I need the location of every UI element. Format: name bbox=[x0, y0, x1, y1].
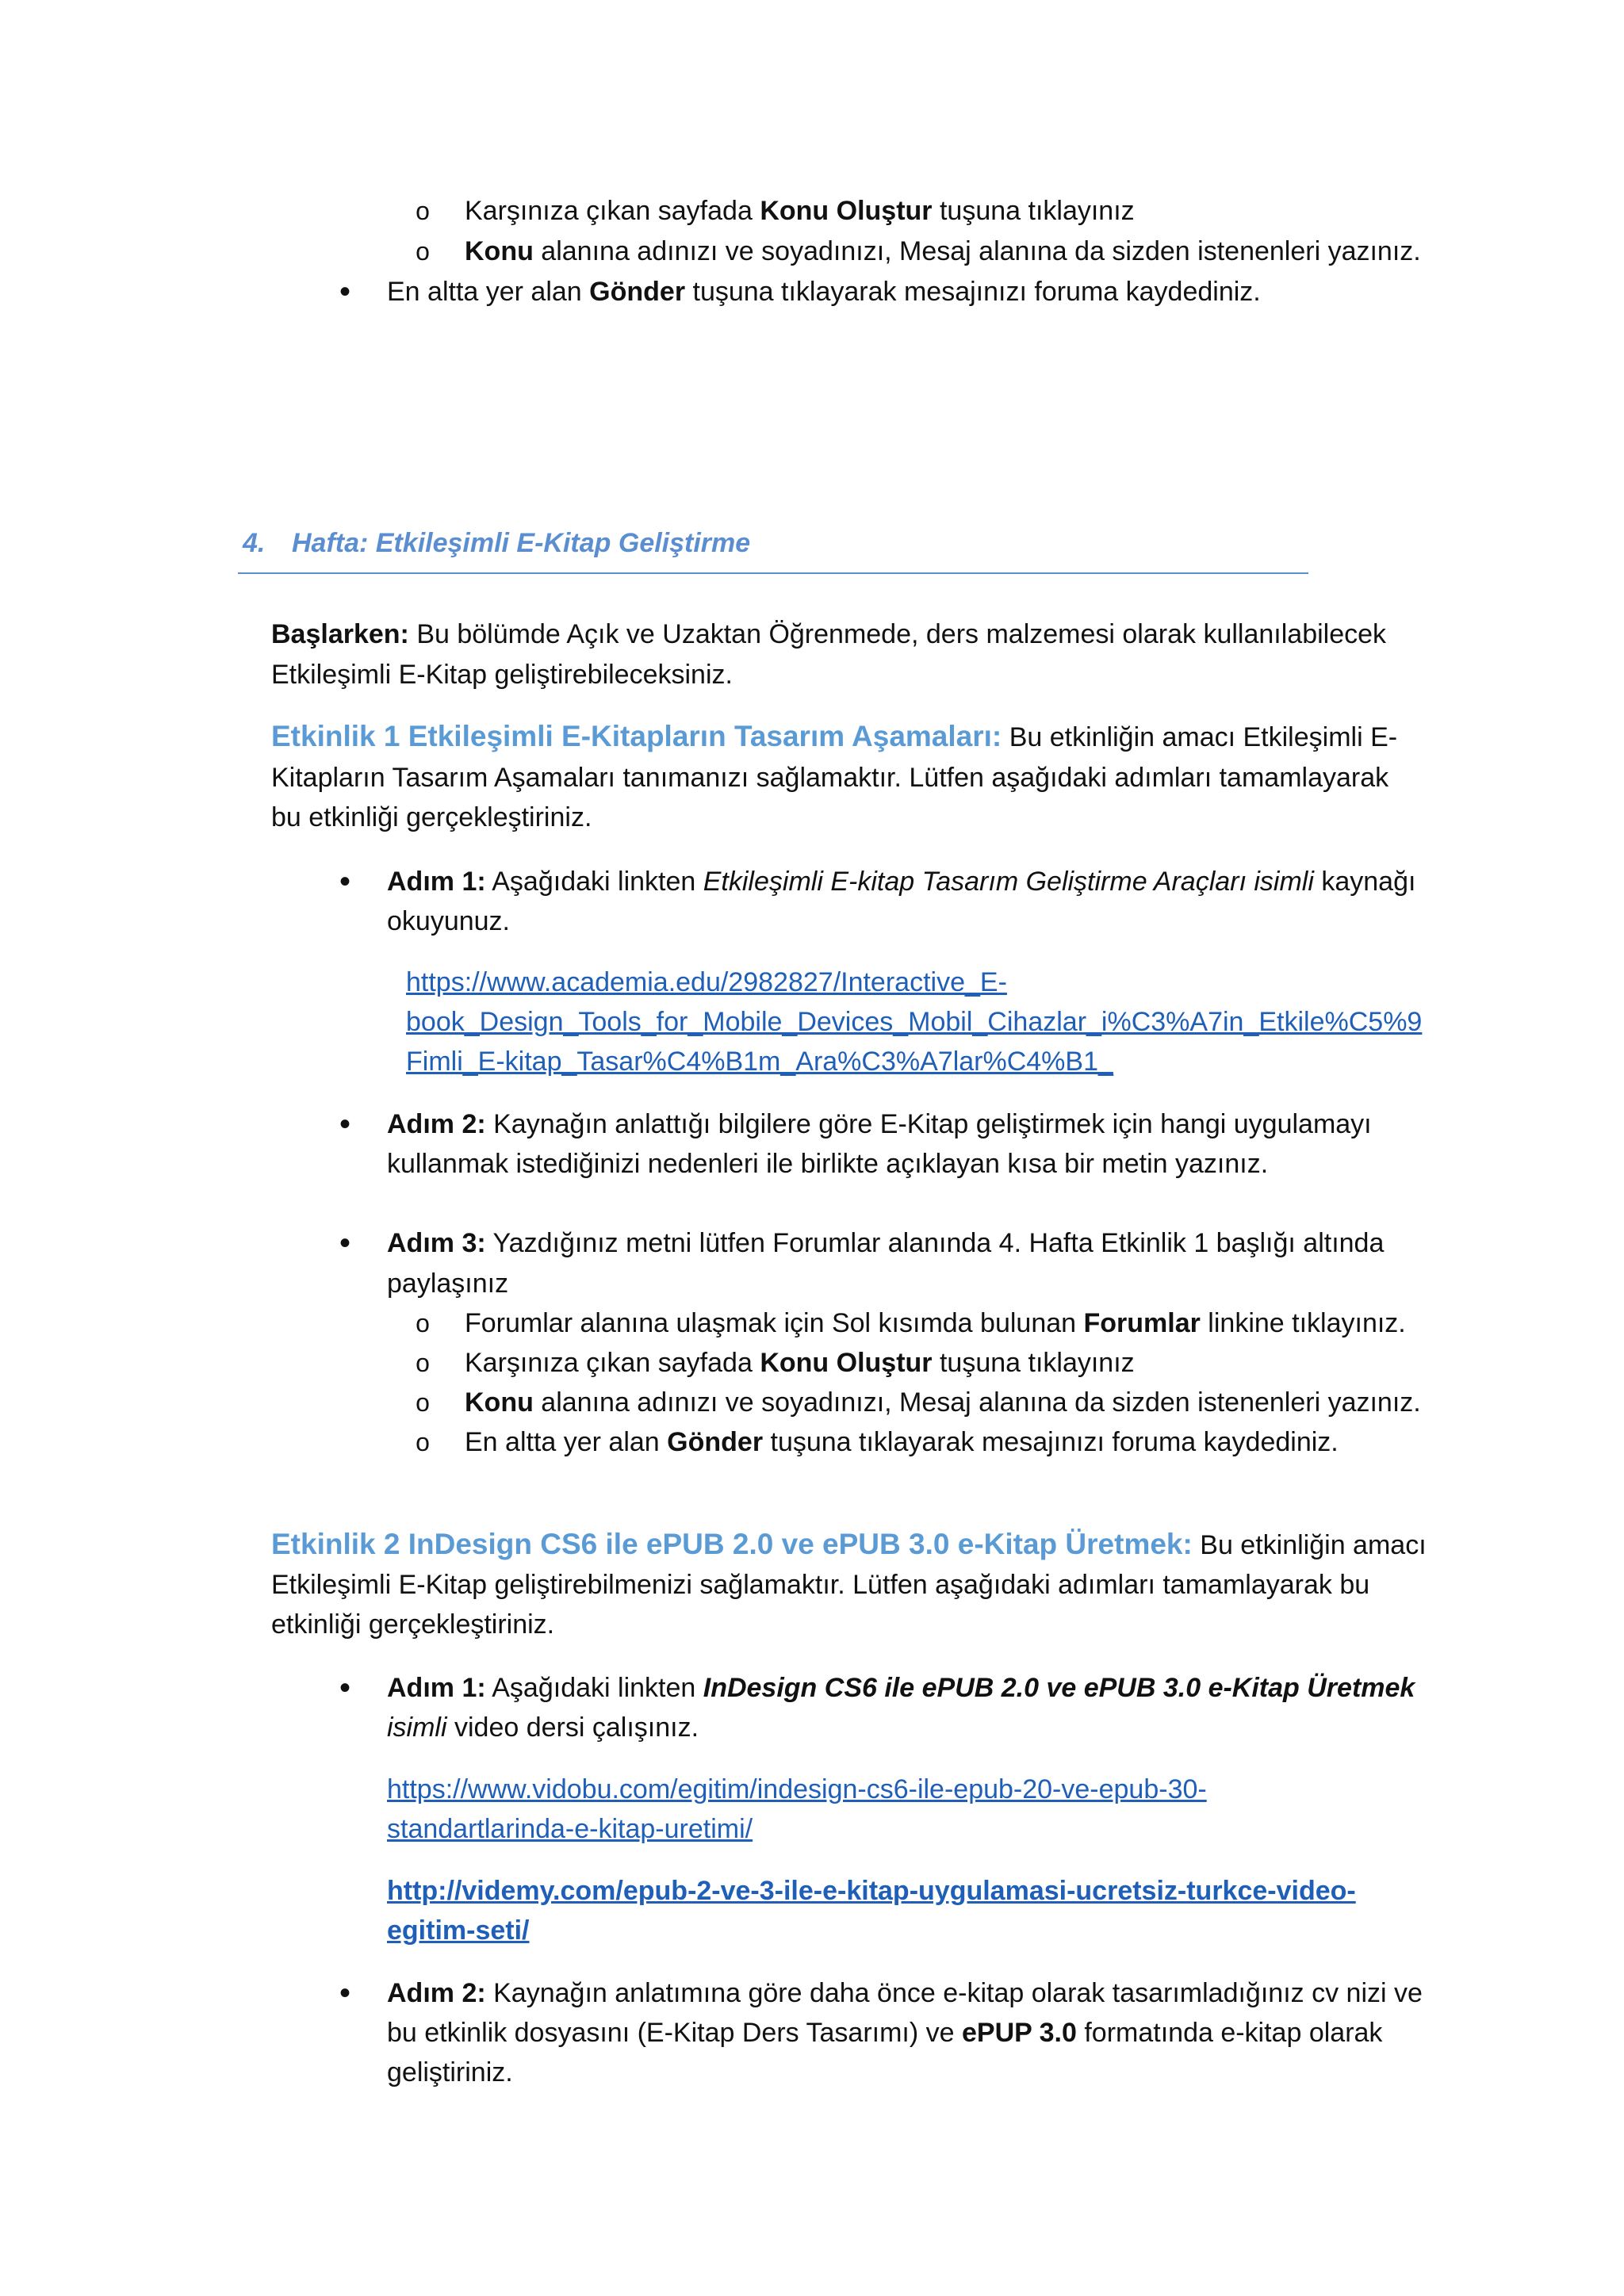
bullet bbox=[333, 1104, 357, 1146]
sub-bullet bbox=[411, 1343, 435, 1383]
sub-bullet bbox=[411, 191, 435, 231]
bullet bbox=[333, 1973, 357, 2015]
sub-bullet bbox=[411, 1303, 435, 1343]
activity1-step1: Adım 1: Aşağıdaki linkten Etkileşimli E-kitap Tasarım Geliştirme Araçları isimli kaynağı bbox=[387, 867, 1416, 897]
intro-line: Başlarken: Bu bölümde Açık ve Uzaktan Öğrenmede, ders malzemesi olarak kullanılabilecek bbox=[271, 619, 1387, 649]
activity1-text: bu etkinliği gerçekleştiriniz. bbox=[271, 802, 592, 832]
bullet bbox=[333, 1668, 357, 1709]
activity1-sub: Konu alanına adınızı ve soyadınızı, Mesaj alanına da sizden istenenleri yazınız. bbox=[465, 1387, 1421, 1418]
activity1-text: Kitapların Tasarım Aşamaları tanımanızı sağlamaktır. Lütfen aşağıdaki adımları tamamlayarak bbox=[271, 763, 1389, 793]
activity2-step1: Adım 1: Aşağıdaki linkten InDesign CS6 ile ePUB 2.0 ve ePUB 3.0 e-Kitap Üretmek bbox=[387, 1673, 1415, 1703]
academia-link[interactable]: Fimli_E-kitap_Tasar%C4%B1m_Ara%C3%A7lar%C4%B1_ bbox=[406, 1047, 1113, 1077]
activity1-step2: kullanmak istediğinizi nedenleri ile birlikte açıklayan kısa bir metin yazınız. bbox=[387, 1149, 1269, 1179]
activity1-step1: okuyunuz. bbox=[387, 906, 510, 936]
activity1-sub: Karşınıza çıkan sayfada Konu Oluştur tuşuna tıklayınız bbox=[465, 1348, 1135, 1378]
academia-link[interactable]: https://www.academia.edu/2982827/Interactive_E- bbox=[406, 967, 1007, 997]
activity1-step3: paylaşınız bbox=[387, 1269, 509, 1299]
activity2-step2: Adım 2: Kaynağın anlatımına göre daha önce e-kitap olarak tasarımladığınız cv nizi ve bbox=[387, 1978, 1423, 2008]
activity1-sub: En altta yer alan Gönder tuşuna tıklayarak mesajınızı foruma kaydediniz. bbox=[465, 1427, 1339, 1457]
videmy-link[interactable]: http://videmy.com/epub-2-ve-3-ile-e-kitap-uygulamasi-ucretsiz-turkce-video- bbox=[387, 1876, 1356, 1906]
bullet bbox=[333, 1223, 357, 1265]
heading-rule bbox=[238, 572, 1308, 574]
activity2-title-line: Etkinlik 2 InDesign CS6 ile ePUB 2.0 ve ePUB 3.0 e-Kitap Üretmek: Bu etkinliğin amacı bbox=[271, 1528, 1427, 1560]
sub-bullet bbox=[411, 1422, 435, 1462]
activity1-title-line: Etkinlik 1 Etkileşimli E-Kitapların Tasarım Aşamaları: Bu etkinliğin amacı Etkileşimli E- bbox=[271, 720, 1398, 752]
vidobu-link[interactable]: https://www.vidobu.com/egitim/indesign-cs6-ile-epub-20-ve-epub-30- bbox=[387, 1774, 1207, 1804]
activity2-text: Etkileşimli E-Kitap geliştirebilmenizi sağlamaktır. Lütfen aşağıdaki adımları tamamlayarak bu bbox=[271, 1570, 1370, 1600]
videmy-link[interactable]: egitim-seti/ bbox=[387, 1915, 530, 1946]
section-heading: 4. Hafta: Etkileşimli E-Kitap Geliştirme bbox=[243, 528, 751, 558]
sub-bullet bbox=[411, 1383, 435, 1422]
activity2-step1: isimli video dersi çalışınız. bbox=[387, 1712, 699, 1743]
top-list-item: En altta yer alan Gönder tuşuna tıklayarak mesajınızı foruma kaydediniz. bbox=[387, 277, 1261, 307]
activity2-step2: geliştiriniz. bbox=[387, 2057, 513, 2087]
activity1-sub: Forumlar alanına ulaşmak için Sol kısımda bulunan Forumlar linkine tıklayınız. bbox=[465, 1308, 1406, 1338]
bullet bbox=[333, 272, 357, 313]
sub-bullet bbox=[411, 232, 435, 271]
top-list-item: Karşınıza çıkan sayfada Konu Oluştur tuşuna tıklayınız bbox=[465, 196, 1135, 226]
activity1-step2: Adım 2: Kaynağın anlattığı bilgilere göre E-Kitap geliştirmek için hangi uygulamayı bbox=[387, 1109, 1372, 1139]
vidobu-link[interactable]: standartlarinda-e-kitap-uretimi/ bbox=[387, 1814, 753, 1844]
bullet bbox=[333, 862, 357, 903]
activity2-step2: bu etkinlik dosyasını (E-Kitap Ders Tasarımı) ve ePUP 3.0 formatında e-kitap olarak bbox=[387, 2018, 1383, 2048]
intro-line: Etkileşimli E-Kitap geliştirebileceksiniz. bbox=[271, 660, 733, 690]
academia-link[interactable]: book_Design_Tools_for_Mobile_Devices_Mobil_Cihazlar_i%C3%A7in_Etkile%C5%9 bbox=[406, 1007, 1423, 1037]
activity2-text: etkinliği gerçekleştiriniz. bbox=[271, 1609, 555, 1640]
activity1-step3: Adım 3: Yazdığınız metni lütfen Forumlar alanında 4. Hafta Etkinlik 1 başlığı altında bbox=[387, 1228, 1385, 1258]
top-list-item: Konu alanına adınızı ve soyadınızı, Mesaj alanına da sizden istenenleri yazınız. bbox=[465, 236, 1421, 266]
